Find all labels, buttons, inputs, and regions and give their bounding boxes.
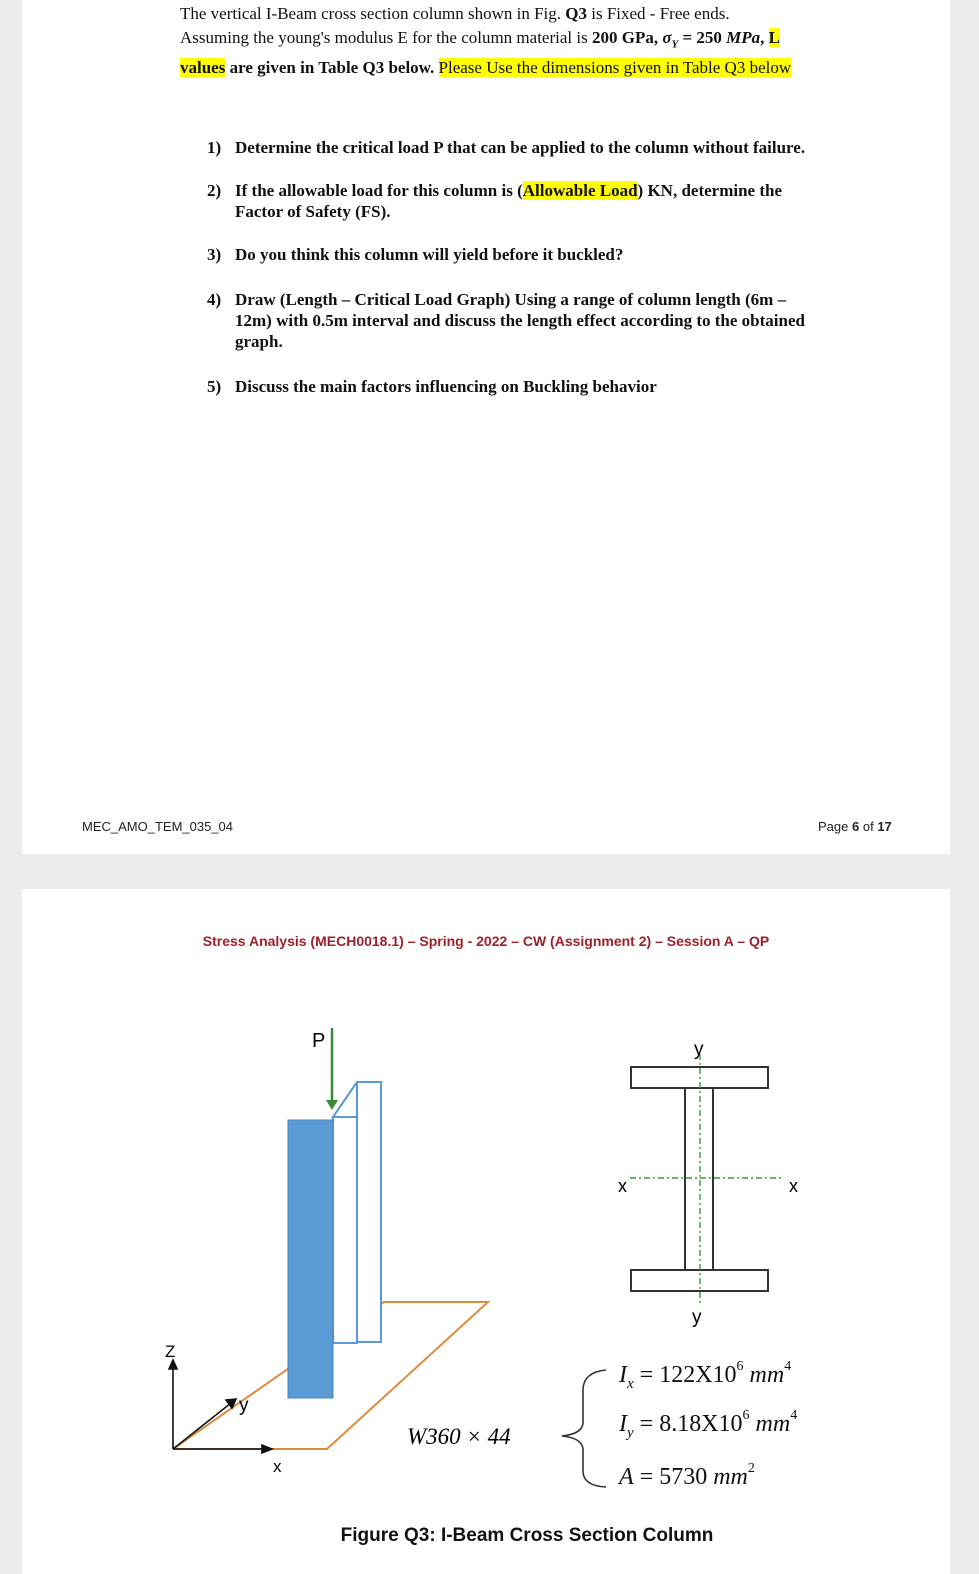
brace [562,1370,606,1487]
section-axis-y-top: y [694,1039,704,1060]
prop-iy-symbol: I [619,1411,627,1437]
prop-ix-symbol: I [619,1362,627,1388]
load-arrow [326,1028,338,1110]
prop-a-symbol: A [619,1464,634,1490]
course-header: Stress Analysis (MECH0018.1) – Spring - 2022 – CW (Assignment 2) – Session A – QP [202,933,770,949]
section-designation: W360 × 44 [407,1424,511,1449]
task-item: 5) Discuss the main factors influencing on Buckling behavior [207,377,657,396]
svg-text:A = 5730 mm2: A = 5730 $mm^2$ [619,1461,755,1490]
problem-statement: The vertical I-Beam cross section column shown in Fig. Q3 is Fixed - Free ends. Assuming the young's modulus E for the column material is 200 GPa, $\sigma_Y = 250$ MPa, L values are given in Table Q3 below. Please Use the dimensions given in Table Q3 below [180,4,792,78]
svg-text:Ix = 122X106 mm4: $I_x = 122X10^6$ $mm^4$ [619,1359,792,1392]
figure-caption: Figure Q3: I-Beam Cross Section Column [340,1525,714,1546]
section-properties [617,1359,797,1490]
section-axis-x-right: x [789,1176,798,1196]
axis-y-label: y [239,1395,249,1416]
highlight-dimensions-note: Please Use the dimensions given in Table Q3 below [438,58,792,78]
page-6 [22,0,950,854]
section-axis-x-left: x [618,1176,627,1196]
svg-text:Iy = 8.18X106 mm4: $I_y = 8.18X10^6$ $mm^4$ [619,1408,798,1441]
task-item: 3) Do you think this column will yield before it buckled? [207,245,624,264]
document-code: MEC_AMO_TEM_035_04 [82,819,234,834]
axis-z-label: Z [165,1342,176,1361]
axes [169,1360,272,1453]
task-item: 1) Determine the critical load P that can be applied to the column without failure. [207,138,806,157]
page-7 [22,889,950,1574]
figure-q3 [22,889,950,1574]
page-number: Page 6 of 17 [818,819,892,834]
task-item: 2) If the allowable load for this column is (Allowable Load) KN, determine the Factor of Safety (FS). [207,181,783,221]
axis-x-label: x [273,1457,282,1476]
highlight-allowable-load: Allowable Load [522,181,638,200]
column [288,1082,381,1398]
highlight-l-values: L values [180,28,781,78]
load-label: P [312,1030,326,1052]
task-item: 4) Draw (Length – Critical Load Graph) Using a range of column length (6m – 12m) with 0.5m interval and discuss the length effect according to the obtained graph. [207,290,805,351]
task-list [207,137,827,397]
section-axis-y-bottom: y [692,1307,702,1328]
